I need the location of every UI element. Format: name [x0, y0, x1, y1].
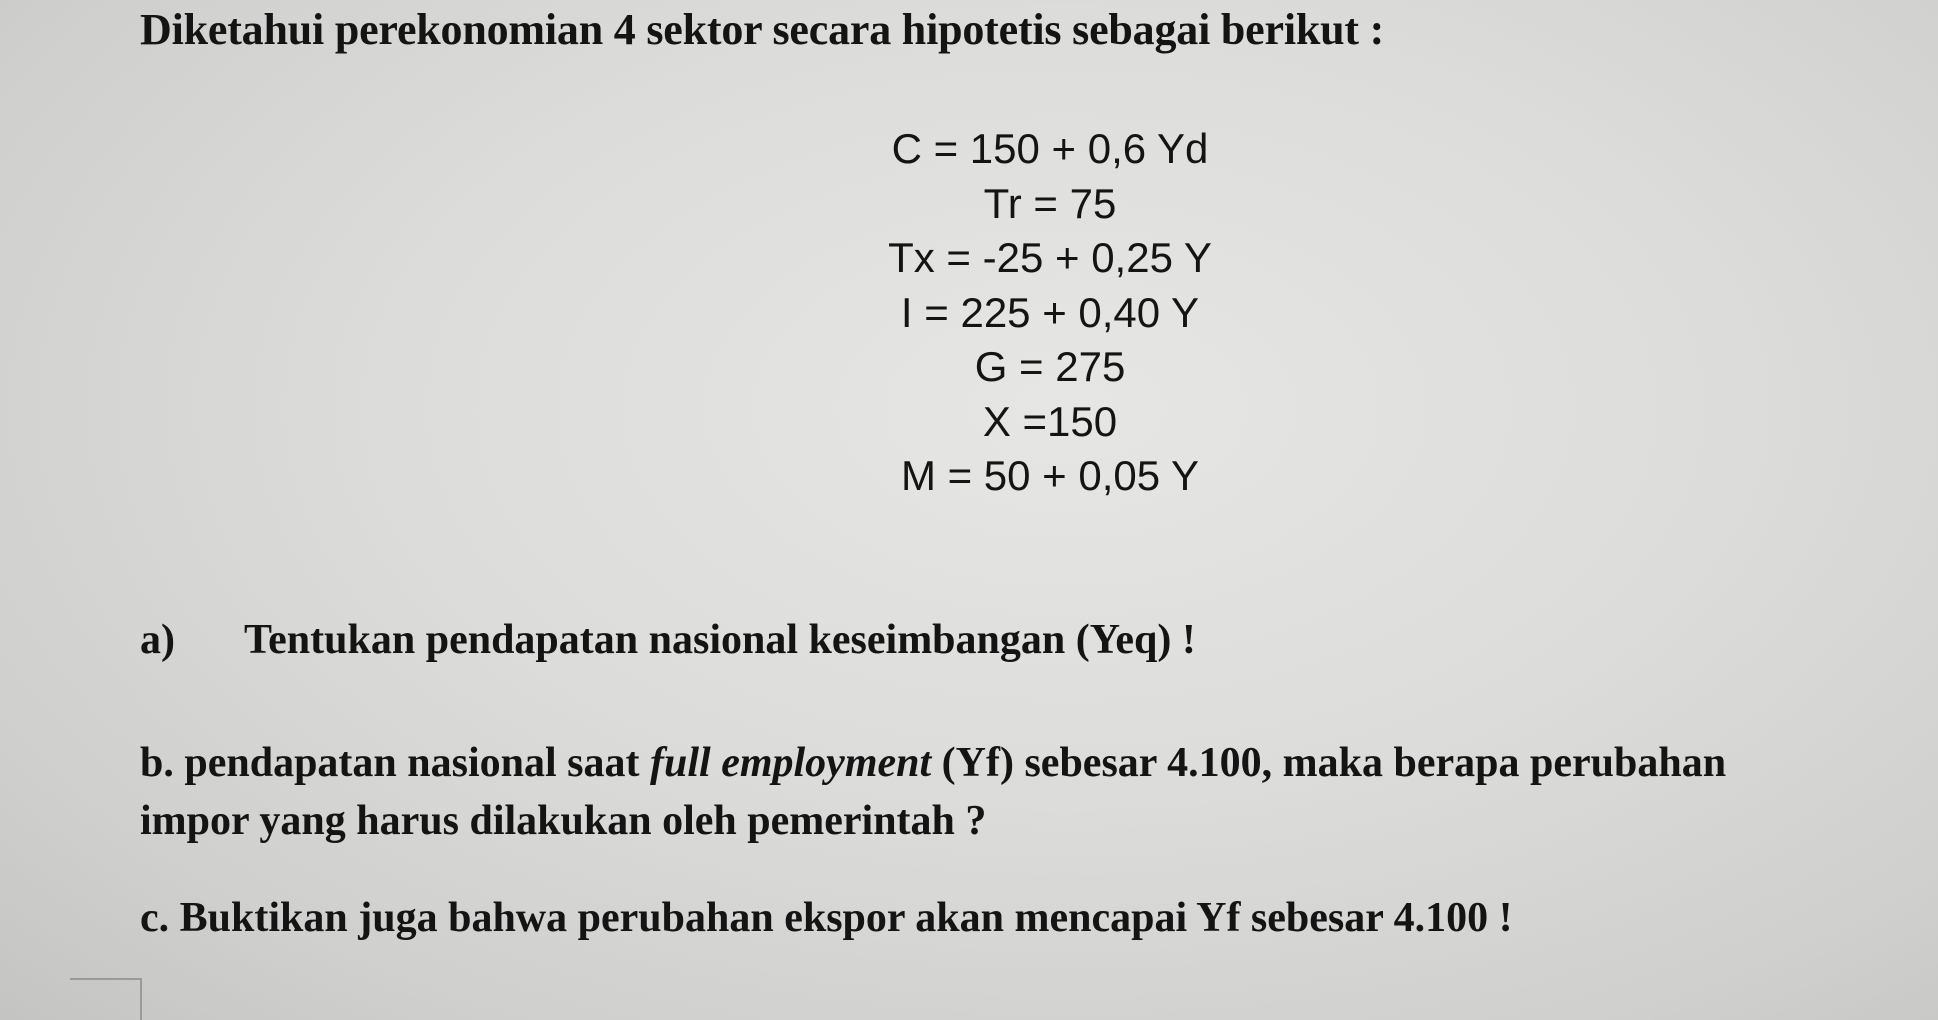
equation-consumption: C = 150 + 0,6 Yd — [891, 125, 1209, 172]
question-b-text-end: (Yf) sebesar 4.100, maka berapa perubahan — [931, 740, 1727, 786]
intro-text: Diketahui perekonomian 4 sektor secara hipotetis sebagai berikut : — [140, 5, 1385, 54]
equation-government: G = 275 — [974, 343, 1126, 390]
question-a — [140, 616, 1196, 664]
equation-tax: Tx = -25 + 0,25 Y — [888, 234, 1212, 281]
question-a-text: Tentukan pendapatan nasional keseimbangan (Yeq) ! — [244, 617, 1196, 663]
equation-investment: I = 225 + 0,40 Y — [900, 288, 1200, 336]
equation-import: M = 50 + 0,05 Y — [900, 452, 1200, 499]
question-b-text-start: b. pendapatan nasional saat — [140, 740, 651, 786]
equation-export: X =150 — [982, 397, 1118, 445]
question-c: c. Buktikan juga bahwa perubahan ekspor akan mencapai Yf sebesar 4.100 ! — [140, 895, 1513, 941]
equation-transfer: Tr = 75 — [983, 179, 1117, 227]
window-corner-edge — [70, 978, 142, 1020]
question-a-marker: a) — [140, 617, 175, 663]
question-b — [140, 734, 1726, 850]
equation-list — [820, 122, 1280, 504]
question-b-line-2: impor yang harus dilakukan oleh pemerintah ? — [140, 798, 987, 844]
question-b-line-1 — [140, 734, 1726, 792]
question-b-italic-term: full employment — [650, 740, 932, 786]
